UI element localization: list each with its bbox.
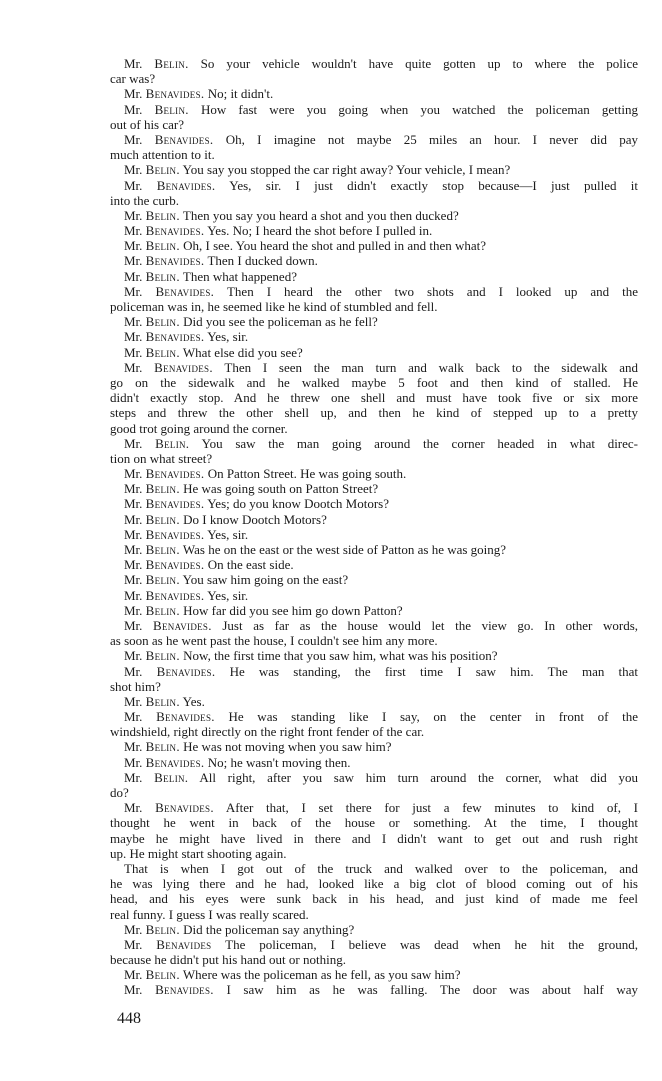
line-text: No; it didn't. (207, 86, 274, 102)
line-text: No; he wasn't moving then. (207, 754, 351, 770)
text-line (110, 405, 638, 420)
text-line (110, 815, 638, 830)
continuation-paragraph (110, 861, 638, 922)
speaker-name: Benavides. (145, 466, 205, 482)
speaker-name: Belin. (145, 162, 180, 178)
speaker-name: Benavides. (145, 557, 205, 573)
speaker-title: Mr. (124, 967, 143, 983)
testimony-paragraph (110, 223, 638, 238)
speaker-title: Mr. (124, 557, 143, 573)
speaker-name: Belin. (145, 207, 180, 223)
text-line (110, 299, 638, 314)
speaker-title: Mr. (124, 223, 143, 239)
speaker-title: Mr. (124, 542, 143, 557)
line-text: Where was the policeman as he fell, as you saw him? (182, 967, 461, 983)
text-line (110, 952, 638, 967)
testimony-paragraph (110, 436, 638, 466)
text-line (110, 360, 638, 375)
line-text: as soon as he went past the house, I couldn't see him any more. (110, 633, 438, 649)
speaker-title: Mr. (124, 617, 143, 633)
text-line (110, 755, 638, 770)
line-text: Just as far as the house would let the view go. In other words, (222, 617, 639, 633)
speaker-title: Mr. (124, 162, 143, 178)
speaker-name: Belin. (145, 572, 180, 588)
speaker-name: Belin. (155, 435, 190, 451)
testimony-paragraph (110, 618, 638, 648)
speaker-title: Mr. (124, 921, 143, 937)
text-line (110, 56, 638, 71)
text-line (110, 269, 638, 284)
speaker-title: Mr. (124, 663, 143, 679)
speaker-name: Benavides (156, 936, 212, 952)
testimony-paragraph (110, 238, 638, 253)
testimony-paragraph (110, 329, 638, 344)
speaker-name: Belin. (145, 967, 180, 983)
line-text: You saw the man going around the corner headed in what direc- (201, 435, 638, 451)
text-line (110, 679, 638, 694)
speaker-name: Benavides. (145, 587, 205, 603)
line-text: Did you see the policeman as he fell? (183, 314, 378, 330)
line-text: up. He might start shooting again. (110, 845, 287, 861)
speaker-title: Mr. (124, 572, 143, 588)
text-line (110, 542, 638, 557)
text-line (110, 466, 638, 481)
line-text: What else did you see? (182, 344, 303, 360)
speaker-title: Mr. (124, 56, 143, 71)
testimony-paragraph (110, 755, 638, 770)
speaker-name: Belin. (145, 238, 180, 254)
page-number: 448 (117, 1010, 141, 1027)
text-line (110, 770, 638, 785)
speaker-title: Mr. (124, 693, 143, 709)
line-text: car was? (110, 71, 156, 87)
speaker-title: Mr. (124, 314, 143, 330)
line-text: tion on what street? (110, 450, 213, 466)
speaker-name: Benavides. (145, 329, 205, 345)
text-line (110, 694, 638, 709)
text-line (110, 284, 638, 299)
line-text: he was lying there and he had, looked like a big clot of blood coming out of his (110, 876, 638, 892)
text-line (110, 709, 638, 724)
line-text: You say you stopped the car right away? Your vehicle, I mean? (182, 162, 511, 178)
text-line (110, 846, 638, 861)
speaker-name: Belin. (154, 101, 189, 117)
line-text: The policeman, I believe was dead when he hit the ground, (225, 936, 639, 952)
text-line (110, 178, 638, 193)
transcript-body (110, 56, 638, 998)
testimony-paragraph (110, 178, 638, 208)
line-text: All right, after you saw him turn around the corner, what did you (199, 769, 639, 785)
text-line (110, 800, 638, 815)
testimony-paragraph (110, 162, 638, 177)
line-text: into the curb. (110, 192, 179, 208)
text-line (110, 572, 638, 587)
speaker-name: Benavides. (156, 663, 216, 679)
text-line (110, 861, 638, 876)
speaker-name: Benavides. (154, 359, 213, 375)
testimony-paragraph (110, 770, 638, 800)
speaker-name: Belin. (145, 481, 180, 497)
testimony-paragraph (110, 648, 638, 663)
speaker-name: Benavides. (145, 86, 205, 102)
text-line (110, 375, 638, 390)
line-text: Yes, sir. (207, 526, 249, 542)
speaker-name: Belin. (145, 511, 180, 527)
line-text: Oh, I imagine not maybe 25 miles an hour. I never did pay (225, 131, 639, 147)
speaker-title: Mr. (124, 526, 143, 542)
speaker-title: Mr. (124, 359, 143, 375)
line-text: head, and his eyes were sunk back in his head, and just kind of made me feel (110, 891, 638, 907)
testimony-paragraph (110, 527, 638, 542)
text-line (110, 588, 638, 603)
speaker-name: Belin. (154, 769, 189, 785)
line-text: Then you say you heard a shot and you then ducked? (182, 207, 459, 223)
line-text: How fast were you going when you watched the policeman getting (200, 101, 638, 117)
speaker-name: Belin. (145, 268, 180, 284)
text-line (110, 785, 638, 800)
text-line (110, 982, 638, 997)
text-line (110, 329, 638, 344)
text-line (110, 739, 638, 754)
speaker-name: Benavides. (153, 617, 212, 633)
testimony-paragraph (110, 542, 638, 557)
line-text: out of his car? (110, 116, 185, 132)
line-text: maybe he might have lived in there and I didn't want to get out and rush right (110, 830, 638, 846)
text-line (110, 132, 638, 147)
line-text: much attention to it. (110, 147, 215, 163)
speaker-title: Mr. (124, 344, 143, 360)
line-text: Yes, sir. I just didn't exactly stop because—I just pulled it (229, 177, 638, 193)
testimony-paragraph (110, 253, 638, 268)
line-text: That is when I got out of the truck and walked over to the policeman, and (124, 860, 638, 876)
text-line (110, 147, 638, 162)
text-line (110, 102, 638, 117)
line-text: Yes, sir. (207, 587, 249, 603)
speaker-title: Mr. (124, 587, 143, 603)
speaker-title: Mr. (124, 268, 143, 284)
line-text: After that, I set there for just a few minutes to kind of, I (225, 800, 639, 816)
text-line (110, 314, 638, 329)
text-line (110, 345, 638, 360)
line-text: How far did you see him go down Patton? (183, 602, 403, 618)
testimony-paragraph (110, 360, 638, 436)
line-text: He was going south on Patton Street? (183, 481, 379, 497)
testimony-paragraph (110, 481, 638, 496)
speaker-title: Mr. (124, 283, 143, 299)
text-line (110, 724, 638, 739)
speaker-name: Benavides. (145, 223, 205, 239)
testimony-paragraph (110, 345, 638, 360)
testimony-paragraph (110, 512, 638, 527)
text-line (110, 967, 638, 982)
testimony-paragraph (110, 132, 638, 162)
text-line (110, 253, 638, 268)
text-line (110, 86, 638, 101)
text-line (110, 557, 638, 572)
testimony-paragraph (110, 709, 638, 739)
text-line (110, 937, 638, 952)
speaker-title: Mr. (124, 177, 143, 193)
line-text: You saw him going on the east? (182, 572, 349, 588)
line-text: Do I know Dootch Motors? (183, 511, 327, 527)
line-text: Did the policeman say anything? (183, 921, 355, 937)
testimony-paragraph (110, 466, 638, 481)
speaker-name: Benavides. (154, 131, 214, 147)
line-text: real funny. I guess I was really scared. (110, 906, 309, 922)
text-line (110, 876, 638, 891)
testimony-paragraph (110, 739, 638, 754)
speaker-title: Mr. (124, 86, 143, 102)
text-line (110, 527, 638, 542)
line-text: He was standing like I say, on the center in front of the (228, 709, 639, 725)
speaker-name: Benavides. (155, 800, 214, 816)
testimony-paragraph (110, 603, 638, 618)
line-text: Oh, I see. You heard the shot and pulled in and then what? (183, 238, 487, 254)
text-line (110, 71, 638, 86)
speaker-name: Belin. (145, 693, 180, 709)
speaker-title: Mr. (124, 648, 143, 664)
line-text: Then I seen the man turn and walk back to the sidewalk and (224, 359, 639, 375)
speaker-name: Benavides. (145, 496, 205, 512)
line-text: On the east side. (207, 557, 294, 573)
testimony-paragraph (110, 269, 638, 284)
speaker-title: Mr. (124, 602, 143, 618)
speaker-name: Benavides. (145, 754, 205, 770)
speaker-title: Mr. (124, 936, 143, 952)
testimony-paragraph (110, 208, 638, 223)
line-text: Then I heard the other two shots and I looked up and the (226, 283, 638, 299)
testimony-paragraph (110, 284, 638, 314)
testimony-paragraph (110, 572, 638, 587)
speaker-title: Mr. (124, 131, 143, 147)
line-text: He was not moving when you saw him? (183, 739, 392, 755)
text-line (110, 922, 638, 937)
testimony-paragraph (110, 588, 638, 603)
text-line (110, 648, 638, 663)
line-text: He was standing, the first time I saw him. The man that (229, 663, 639, 679)
speaker-title: Mr. (124, 466, 143, 482)
text-line (110, 223, 638, 238)
speaker-title: Mr. (124, 207, 143, 223)
testimony-paragraph (110, 664, 638, 694)
line-text: good trot going around the corner. (110, 420, 288, 436)
speaker-title: Mr. (124, 739, 143, 755)
speaker-name: Benavides. (155, 982, 214, 998)
speaker-name: Belin. (145, 739, 180, 755)
speaker-name: Belin. (145, 921, 180, 937)
line-text: Yes. No; I heard the shot before I pulled in. (207, 223, 433, 239)
testimony-paragraph (110, 967, 638, 982)
speaker-title: Mr. (124, 253, 143, 269)
text-line (110, 117, 638, 132)
text-line (110, 208, 638, 223)
line-text: Yes, sir. (207, 329, 249, 345)
speaker-name: Benavides. (155, 283, 215, 299)
text-line (110, 907, 638, 922)
line-text: Was he on the east or the west side of Patton as he was going? (182, 542, 507, 557)
speaker-title: Mr. (124, 769, 143, 785)
text-line (110, 891, 638, 906)
speaker-name: Belin. (145, 602, 180, 618)
text-line (110, 831, 638, 846)
speaker-name: Belin. (154, 56, 189, 71)
testimony-paragraph (110, 937, 638, 967)
speaker-title: Mr. (124, 982, 143, 998)
testimony-paragraph (110, 922, 638, 937)
line-text: Now, the first time that you saw him, what was his position? (183, 648, 498, 664)
line-text: policeman was in, he seemed like he kind of stumbled and fell. (110, 299, 438, 314)
testimony-paragraph (110, 86, 638, 101)
speaker-title: Mr. (124, 754, 143, 770)
speaker-title: Mr. (124, 709, 143, 725)
text-line (110, 496, 638, 511)
text-line (110, 664, 638, 679)
speaker-title: Mr. (124, 511, 143, 527)
speaker-name: Benavides. (145, 253, 205, 269)
text-line (110, 451, 638, 466)
line-text: Then I ducked down. (207, 253, 318, 269)
speaker-title: Mr. (124, 800, 143, 816)
speaker-name: Benavides. (156, 709, 215, 725)
line-text: do? (110, 785, 129, 800)
testimony-paragraph (110, 496, 638, 511)
speaker-name: Belin. (145, 314, 180, 330)
testimony-paragraph (110, 982, 638, 997)
text-line (110, 633, 638, 648)
speaker-title: Mr. (124, 496, 143, 512)
text-line (110, 481, 638, 496)
text-line (110, 162, 638, 177)
text-line (110, 436, 638, 451)
speaker-name: Belin. (145, 344, 180, 360)
testimony-paragraph (110, 694, 638, 709)
speaker-title: Mr. (124, 329, 143, 345)
line-text: Then what happened? (182, 268, 297, 284)
speaker-name: Benavides. (156, 177, 216, 193)
speaker-title: Mr. (124, 481, 143, 497)
speaker-name: Belin. (145, 648, 180, 664)
line-text: didn't exactly stop. And he threw one shell and must have took five or six more (110, 390, 638, 406)
line-text: thought he went in back of the house or something. At the time, I thought (110, 815, 638, 831)
text-line (110, 512, 638, 527)
text-line (110, 193, 638, 208)
line-text: windshield, right directly on the right front fender of the car. (110, 724, 425, 740)
text-line (110, 421, 638, 436)
line-text: Yes; do you know Dootch Motors? (207, 496, 389, 512)
speaker-name: Belin. (145, 542, 180, 557)
line-text: I saw him as he was falling. The door was about half way (226, 982, 639, 998)
text-line (110, 618, 638, 633)
speaker-title: Mr. (124, 101, 143, 117)
testimony-paragraph (110, 56, 638, 86)
line-text: shot him? (110, 678, 161, 694)
speaker-title: Mr. (124, 238, 143, 254)
text-line (110, 238, 638, 253)
line-text: So your vehicle wouldn't have quite gotten up to where the police (200, 56, 638, 71)
speaker-name: Benavides. (145, 526, 205, 542)
testimony-paragraph (110, 557, 638, 572)
speaker-title: Mr. (124, 435, 143, 451)
testimony-paragraph (110, 314, 638, 329)
text-line (110, 390, 638, 405)
line-text: go on the sidewalk and he walked maybe 5 foot and then kind of stalled. He (110, 374, 638, 390)
testimony-paragraph (110, 800, 638, 861)
testimony-paragraph (110, 102, 638, 132)
line-text: On Patton Street. He was going south. (207, 466, 407, 482)
line-text: Yes. (182, 693, 205, 709)
line-text: steps and threw the other shell up, and then he kind of stepped up to a pretty (110, 405, 638, 421)
text-line (110, 603, 638, 618)
line-text: because he didn't put his hand out or nothing. (110, 952, 346, 968)
